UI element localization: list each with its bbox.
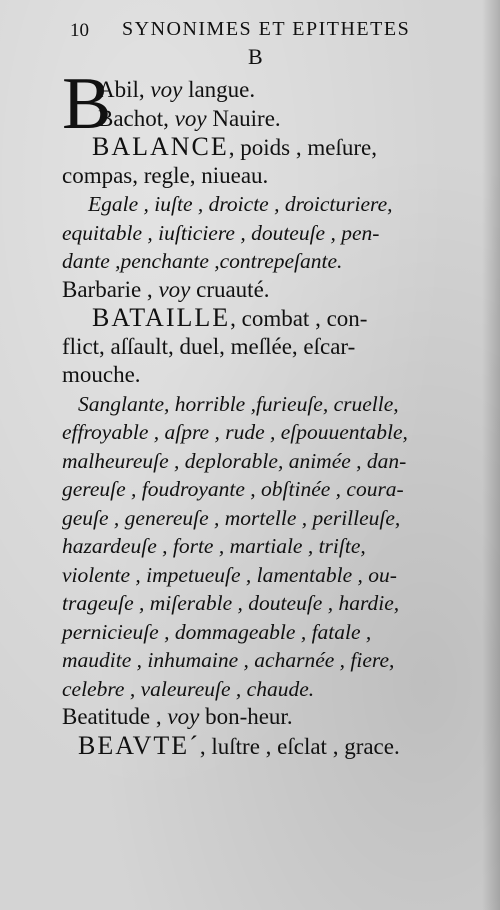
- dropcap-block: [62, 63, 472, 145]
- entry-beatitude: [62, 703, 472, 732]
- cross-ref-target: langue.: [188, 77, 256, 102]
- epithets-line: effroyable , aſpre , rude , eſpouuentable,: [62, 420, 408, 444]
- entry-babil: [98, 76, 255, 105]
- cross-ref-voy: voy: [150, 77, 183, 102]
- running-head: SYNONIMES ET EPITHETES: [122, 18, 411, 40]
- synonyms-line: compas, regle, niueau.: [62, 162, 269, 188]
- entry-headword: BALANCE: [92, 132, 229, 161]
- entry-barbarie: [62, 276, 472, 305]
- synonyms-line: flict, aſſault, duel, meſlée, eſcar-: [62, 333, 356, 359]
- cross-ref-voy: voy: [167, 704, 200, 729]
- cross-ref-voy: voy: [158, 276, 191, 302]
- epithets-line: maudite , inhumaine , acharnée , fiere,: [62, 648, 395, 672]
- page-number: 10: [70, 20, 89, 41]
- entry-word: Abil,: [98, 77, 145, 102]
- section-letter: B: [248, 44, 263, 69]
- text-body: [62, 63, 472, 760]
- epithets-line: gereuſe , foudroyante , obſtinée , coura-: [62, 477, 404, 501]
- entry-bachot: [98, 105, 281, 134]
- entry-balance: [62, 133, 472, 162]
- epithets-line: Egale , iuſte , droicte , droicturiere,: [88, 192, 393, 216]
- entry-headword: BATAILLE: [92, 303, 231, 332]
- epithets-line: celebre , valeureuſe , chaude.: [62, 676, 315, 701]
- entry-beaute: [62, 732, 472, 761]
- epithets-line: dante ,penchante ,contrepeſante.: [62, 249, 343, 273]
- synonyms-line: mouche.: [62, 362, 141, 387]
- entry-bataille: [62, 304, 472, 333]
- epithets-line: pernicieuſe , dommageable , fatale ,: [62, 619, 372, 644]
- entry-headword: BEAVTE´: [78, 730, 200, 760]
- page-edge-shadow: [482, 0, 500, 910]
- epithets-line: equitable , iuſticiere , douteuſe , pen-: [62, 220, 380, 245]
- cross-ref-voy: voy: [174, 105, 207, 131]
- cross-ref-target: cruauté.: [196, 276, 270, 302]
- epithets-line: Sanglante, horrible ,furieuſe, cruelle,: [78, 391, 399, 416]
- synonyms-text: , combat , con-: [230, 306, 368, 331]
- epithets-line: malheureuſe , deplorable, animée , dan-: [62, 448, 407, 473]
- entry-word: Bachot,: [98, 105, 169, 131]
- synonyms-text: , poids , meſure,: [228, 135, 377, 160]
- synonyms-text: , luſtre , eſclat , grace.: [199, 733, 400, 759]
- cross-ref-target: bon-heur.: [205, 704, 293, 729]
- entry-word: Beatitude ,: [62, 704, 162, 729]
- entry-word: Barbarie ,: [62, 276, 153, 302]
- epithets-line: geuſe , genereuſe , mortelle , perilleuſe,: [62, 505, 401, 530]
- epithets-line: trageuſe , miſerable , douteuſe , hardie,: [62, 591, 400, 615]
- drop-cap-letter: B: [62, 63, 112, 145]
- cross-ref-target: Nauire.: [212, 105, 281, 131]
- epithets-line: hazardeuſe , forte , martiale , triſte,: [62, 534, 366, 558]
- epithets-line: violente , impetueuſe , lamentable , ou-: [62, 562, 397, 587]
- page-header: [70, 12, 470, 44]
